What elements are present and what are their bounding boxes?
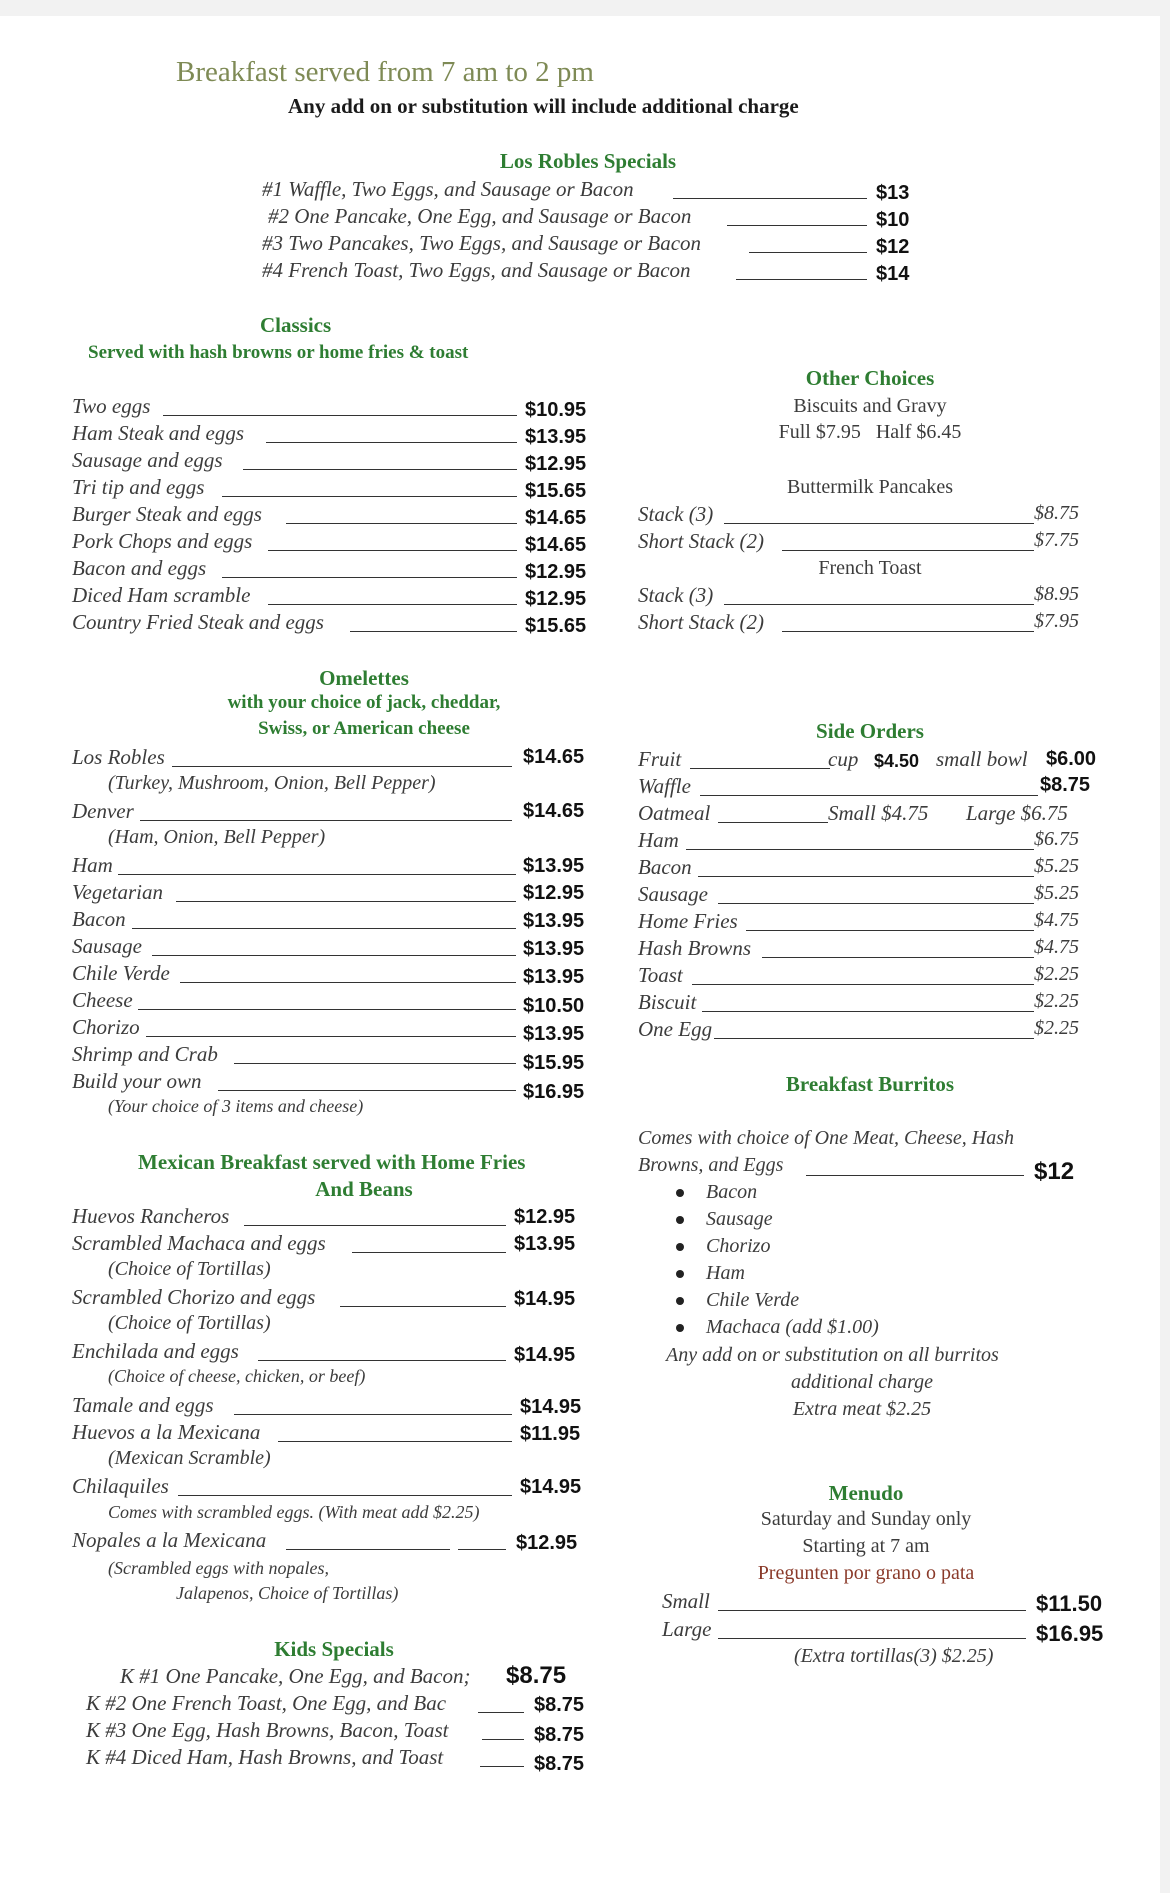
leader-line bbox=[266, 442, 517, 443]
leader-line bbox=[806, 1175, 1024, 1176]
leader-line bbox=[146, 1036, 516, 1037]
classics-item-name: Country Fried Steak and eggs bbox=[72, 610, 324, 634]
leader-line bbox=[746, 930, 1034, 931]
omelette-name: Shrimp and Crab bbox=[72, 1042, 218, 1066]
mexican-title: And Beans bbox=[315, 1177, 413, 1201]
leader-line bbox=[258, 1360, 506, 1361]
mexican-item-price: $11.95 bbox=[520, 1423, 581, 1445]
leader-line bbox=[286, 523, 517, 524]
toast-item-price: $8.95 bbox=[1034, 583, 1079, 605]
burritos-desc: Comes with choice of One Meat, Cheese, Hash bbox=[638, 1127, 1015, 1149]
mexican-item-price: $14.95 bbox=[520, 1476, 582, 1498]
omelette-price: $13.95 bbox=[523, 1023, 585, 1045]
leader-line bbox=[222, 577, 517, 578]
biscuits-gravy: Biscuits and Gravy bbox=[793, 395, 947, 417]
leader-line bbox=[724, 604, 1034, 605]
leader-line bbox=[692, 984, 1034, 985]
side-orders-title: Side Orders bbox=[816, 719, 924, 743]
menudo-size-price: $16.95 bbox=[1036, 1621, 1104, 1646]
kids-item-name: K #2 One French Toast, One Egg, and Bac bbox=[86, 1691, 447, 1715]
burrito-option: Chile Verde bbox=[676, 1289, 799, 1312]
menudo-size-name: Large bbox=[662, 1617, 712, 1641]
leader-line bbox=[176, 901, 516, 902]
omelette-price: $16.95 bbox=[523, 1081, 585, 1103]
omelette-note: (Turkey, Mushroom, Onion, Bell Pepper) bbox=[108, 772, 436, 794]
leader-line bbox=[782, 631, 1034, 632]
leader-line bbox=[218, 1090, 516, 1091]
mexican-item-name: Enchilada and eggs bbox=[72, 1339, 239, 1363]
leader-line bbox=[718, 903, 1034, 904]
kids-item-price: $8.75 bbox=[534, 1753, 585, 1775]
leader-line bbox=[724, 523, 1034, 524]
side-item-name: Hash Browns bbox=[638, 936, 751, 960]
omelette-price: $14.65 bbox=[523, 746, 585, 768]
leader-line bbox=[132, 928, 516, 929]
side-item-price: $5.25 bbox=[1034, 882, 1079, 904]
mexican-item-name: Huevos Rancheros bbox=[72, 1204, 230, 1228]
omelette-name: Bacon bbox=[72, 907, 126, 931]
classics-item-name: Pork Chops and eggs bbox=[72, 529, 253, 553]
burritos-note: Any add on or substitution on all burritos bbox=[666, 1344, 999, 1366]
classics-item-name: Two eggs bbox=[72, 394, 151, 418]
classics-item-name: Burger Steak and eggs bbox=[72, 502, 262, 526]
classics-item-price: $12.95 bbox=[525, 561, 587, 583]
leader-line bbox=[138, 1009, 516, 1010]
leader-line bbox=[352, 1252, 506, 1253]
mexican-item-note: Comes with scrambled eggs. (With meat add $2.25) bbox=[108, 1502, 480, 1522]
special-item-name: #1 Waffle, Two Eggs, and Sausage or Bacon bbox=[262, 177, 634, 201]
side-item-price: $4.75 bbox=[1034, 909, 1079, 931]
omelettes-subtitle: with your choice of jack, cheddar, bbox=[227, 692, 501, 713]
omelette-note: (Ham, Onion, Bell Pepper) bbox=[108, 826, 326, 848]
leader-line bbox=[714, 1038, 1034, 1039]
burrito-option: Bacon bbox=[676, 1181, 757, 1204]
special-item-price: $10 bbox=[876, 209, 910, 231]
classics-item-name: Bacon and eggs bbox=[72, 556, 207, 580]
mexican-item-name: Scrambled Machaca and eggs bbox=[72, 1231, 326, 1255]
leader-line bbox=[478, 1712, 524, 1713]
omelette-name: Cheese bbox=[72, 988, 133, 1012]
mexican-item-note: (Choice of cheese, chicken, or beef) bbox=[108, 1366, 366, 1386]
mexican-item-price: $13.95 bbox=[514, 1233, 576, 1255]
side-item-name: Ham bbox=[638, 828, 679, 852]
classics-item-name: Sausage and eggs bbox=[72, 448, 223, 472]
omelette-note: (Your choice of 3 items and cheese) bbox=[108, 1096, 364, 1116]
side-item-price: $2.25 bbox=[1034, 990, 1079, 1012]
mexican-item-price: $14.95 bbox=[514, 1344, 576, 1366]
toast-item-name: Stack (3) bbox=[638, 583, 714, 607]
mexican-item-note: (Mexican Scramble) bbox=[108, 1447, 271, 1469]
omelette-name: Sausage bbox=[72, 934, 142, 958]
leader-line bbox=[178, 1495, 512, 1496]
leader-line bbox=[234, 1063, 516, 1064]
leader-line bbox=[172, 766, 512, 767]
mexican-item-name: Nopales a la Mexicana bbox=[72, 1528, 267, 1552]
leader-line bbox=[340, 1306, 506, 1307]
menudo-size-name: Small bbox=[662, 1589, 710, 1613]
pancake-item-name: Stack (3) bbox=[638, 502, 714, 526]
leader-line bbox=[243, 469, 517, 470]
menudo-days: Saturday and Sunday only bbox=[760, 1508, 972, 1530]
leader-line bbox=[286, 1549, 450, 1550]
classics-item-price: $15.65 bbox=[525, 480, 587, 502]
special-item-name: #2 One Pancake, One Egg, and Sausage or Bacon bbox=[268, 204, 692, 228]
classics-item-name: Diced Ham scramble bbox=[72, 583, 251, 607]
side-item-price: $2.25 bbox=[1034, 1017, 1079, 1039]
mexican-item-price: $14.95 bbox=[520, 1396, 582, 1418]
leader-line bbox=[140, 820, 512, 821]
side-item-price: $4.75 bbox=[1034, 936, 1079, 958]
omelette-name: Build your own bbox=[72, 1069, 202, 1093]
leader-line bbox=[222, 496, 517, 497]
classics-item-price: $15.65 bbox=[525, 615, 587, 637]
leader-line bbox=[782, 550, 1034, 551]
mexican-item-name: Scrambled Chorizo and eggs bbox=[72, 1285, 316, 1309]
burrito-option: Chorizo bbox=[676, 1235, 770, 1258]
kids-item-name: K #4 Diced Ham, Hash Browns, and Toast bbox=[86, 1745, 444, 1769]
leader-line bbox=[180, 982, 516, 983]
leader-line bbox=[686, 849, 1034, 850]
mexican-item-price: $14.95 bbox=[514, 1288, 576, 1310]
mexican-title: Mexican Breakfast served with Home Fries bbox=[138, 1150, 526, 1174]
mexican-item-name: Chilaquiles bbox=[72, 1474, 169, 1498]
side-item-name: Home Fries bbox=[638, 909, 738, 933]
omelette-name: Chorizo bbox=[72, 1015, 140, 1039]
other-choices-title: Other Choices bbox=[805, 366, 935, 390]
oatmeal-large: Large $6.75 bbox=[966, 801, 1068, 825]
omelette-price: $13.95 bbox=[523, 910, 585, 932]
french-toast-title: French Toast bbox=[818, 557, 922, 579]
leader-line bbox=[718, 822, 828, 823]
omelette-price: $13.95 bbox=[523, 938, 585, 960]
burrito-option: Ham bbox=[676, 1262, 745, 1285]
classics-item-price: $12.95 bbox=[525, 588, 587, 610]
omelettes-title: Omelettes bbox=[319, 666, 409, 690]
classics-item-price: $14.65 bbox=[525, 534, 587, 556]
leader-line bbox=[152, 955, 516, 956]
leader-line bbox=[480, 1766, 524, 1767]
side-item-name: Bacon bbox=[638, 855, 692, 879]
side-item-name: Waffle bbox=[638, 774, 691, 798]
special-item-name: #4 French Toast, Two Eggs, and Sausage or Bacon bbox=[262, 258, 691, 282]
classics-item-name: Ham Steak and eggs bbox=[72, 421, 245, 445]
special-item-name: #3 Two Pancakes, Two Eggs, and Sausage or Bacon bbox=[262, 231, 702, 255]
pancakes-title: Buttermilk Pancakes bbox=[786, 476, 954, 498]
classics-item-price: $14.65 bbox=[525, 507, 587, 529]
omelette-price: $14.65 bbox=[523, 800, 585, 822]
omelette-price: $10.50 bbox=[523, 995, 585, 1017]
leader-line bbox=[163, 415, 517, 416]
burrito-option: Sausage bbox=[676, 1208, 773, 1231]
omelette-name: Ham bbox=[72, 853, 113, 877]
side-item-price: $2.25 bbox=[1034, 963, 1079, 985]
mexican-item-note: (Choice of Tortillas) bbox=[108, 1258, 271, 1280]
leader-line bbox=[762, 957, 1034, 958]
omelette-price: $13.95 bbox=[523, 855, 585, 877]
mexican-item-price: $12.95 bbox=[516, 1532, 578, 1554]
burritos-title: Breakfast Burritos bbox=[785, 1072, 955, 1096]
kids-item-price: $8.75 bbox=[506, 1662, 567, 1689]
side-item-price: $6.75 bbox=[1034, 828, 1079, 850]
leader-line bbox=[698, 876, 1034, 877]
side-item-name: Toast bbox=[638, 963, 683, 987]
menudo-tortillas-note: (Extra tortillas(3) $2.25) bbox=[794, 1645, 994, 1667]
omelette-name: Vegetarian bbox=[72, 880, 163, 904]
leader-line bbox=[118, 874, 516, 875]
hours-heading: Breakfast served from 7 am to 2 pm bbox=[176, 56, 594, 88]
side-item-name: Fruit bbox=[638, 747, 682, 771]
leader-line bbox=[718, 1610, 1026, 1611]
pancake-item-price: $8.75 bbox=[1034, 502, 1079, 524]
toast-item-name: Short Stack (2) bbox=[638, 610, 764, 634]
leader-line bbox=[718, 1638, 1026, 1639]
kids-item-price: $8.75 bbox=[534, 1694, 585, 1716]
omelette-name: Los Robles bbox=[72, 745, 165, 769]
leader-line bbox=[749, 252, 867, 253]
classics-title: Classics bbox=[260, 313, 332, 337]
classics-item-price: $12.95 bbox=[525, 453, 587, 475]
side-item-price: $5.25 bbox=[1034, 855, 1079, 877]
fruit-bowl-label: small bowl bbox=[936, 747, 1028, 771]
leader-line bbox=[690, 768, 830, 769]
mexican-item-note: (Scrambled eggs with nopales, bbox=[108, 1558, 329, 1578]
special-item-price: $13 bbox=[876, 182, 910, 204]
omelette-price: $13.95 bbox=[523, 966, 585, 988]
leader-line bbox=[700, 795, 1038, 796]
leader-line bbox=[702, 1011, 1034, 1012]
kids-item-price: $8.75 bbox=[534, 1724, 585, 1746]
side-item-name: Sausage bbox=[638, 882, 708, 906]
omelette-price: $12.95 bbox=[523, 882, 585, 904]
side-item-name: One Egg bbox=[638, 1017, 713, 1041]
menudo-title: Menudo bbox=[828, 1481, 904, 1505]
classics-item-name: Tri tip and eggs bbox=[72, 475, 205, 499]
leader-line bbox=[458, 1549, 506, 1550]
side-item-price: $8.75 bbox=[1040, 774, 1091, 796]
leader-line bbox=[736, 279, 867, 280]
pancake-item-name: Short Stack (2) bbox=[638, 529, 764, 553]
kids-title: Kids Specials bbox=[274, 1637, 394, 1661]
classics-subtitle: Served with hash browns or home fries & toast bbox=[88, 342, 469, 363]
mexican-item-name: Huevos a la Mexicana bbox=[72, 1420, 261, 1444]
side-item-name: Biscuit bbox=[638, 990, 697, 1014]
burritos-desc: Browns, and Eggs bbox=[638, 1154, 784, 1176]
menudo-size-price: $11.50 bbox=[1036, 1591, 1103, 1616]
menudo-time: Starting at 7 am bbox=[802, 1535, 930, 1557]
mexican-item-note: Jalapenos, Choice of Tortillas) bbox=[176, 1583, 399, 1603]
leader-line bbox=[673, 198, 867, 199]
leader-line bbox=[278, 1441, 512, 1442]
classics-item-price: $13.95 bbox=[525, 426, 587, 448]
leader-line bbox=[350, 631, 517, 632]
leader-line bbox=[482, 1739, 524, 1740]
burritos-note: additional charge bbox=[790, 1371, 934, 1393]
kids-item-name: K #1 One Pancake, One Egg, and Bacon; bbox=[120, 1664, 471, 1688]
burrito-option: Machaca (add $1.00) bbox=[676, 1316, 879, 1339]
classics-item-price: $10.95 bbox=[525, 399, 587, 421]
fruit-bowl-price: $6.00 bbox=[1046, 748, 1097, 770]
pancake-item-price: $7.75 bbox=[1034, 529, 1079, 551]
leader-line bbox=[727, 225, 867, 226]
fruit-cup-label: cup bbox=[828, 747, 859, 771]
biscuits-gravy-prices: Full $7.95 Half $6.45 bbox=[778, 421, 962, 443]
burritos-note: Extra meat $2.25 bbox=[792, 1398, 932, 1420]
omelette-name: Chile Verde bbox=[72, 961, 170, 985]
menudo-note: Pregunten por grano o pata bbox=[757, 1562, 975, 1584]
omelettes-subtitle: Swiss, or American cheese bbox=[258, 718, 470, 739]
leader-line bbox=[268, 550, 517, 551]
side-item-name: Oatmeal bbox=[638, 801, 711, 825]
special-item-price: $12 bbox=[876, 236, 910, 258]
kids-item-name: K #3 One Egg, Hash Browns, Bacon, Toast bbox=[86, 1718, 449, 1742]
toast-item-price: $7.95 bbox=[1034, 610, 1079, 632]
mexican-item-name: Tamale and eggs bbox=[72, 1393, 214, 1417]
leader-line bbox=[244, 1225, 506, 1226]
special-item-price: $14 bbox=[876, 263, 910, 285]
omelette-price: $15.95 bbox=[523, 1052, 585, 1074]
fruit-cup-price: $4.50 bbox=[874, 751, 920, 771]
oatmeal-small: Small $4.75 bbox=[828, 801, 929, 825]
burritos-price: $12 bbox=[1034, 1158, 1075, 1185]
omelette-name: Denver bbox=[72, 799, 134, 823]
leader-line bbox=[234, 1414, 512, 1415]
mexican-item-price: $12.95 bbox=[514, 1206, 576, 1228]
leader-line bbox=[268, 604, 517, 605]
notice-text: Any add on or substitution will include additional charge bbox=[288, 94, 799, 118]
specials-title: Los Robles Specials bbox=[499, 149, 677, 173]
mexican-item-note: (Choice of Tortillas) bbox=[108, 1312, 271, 1334]
